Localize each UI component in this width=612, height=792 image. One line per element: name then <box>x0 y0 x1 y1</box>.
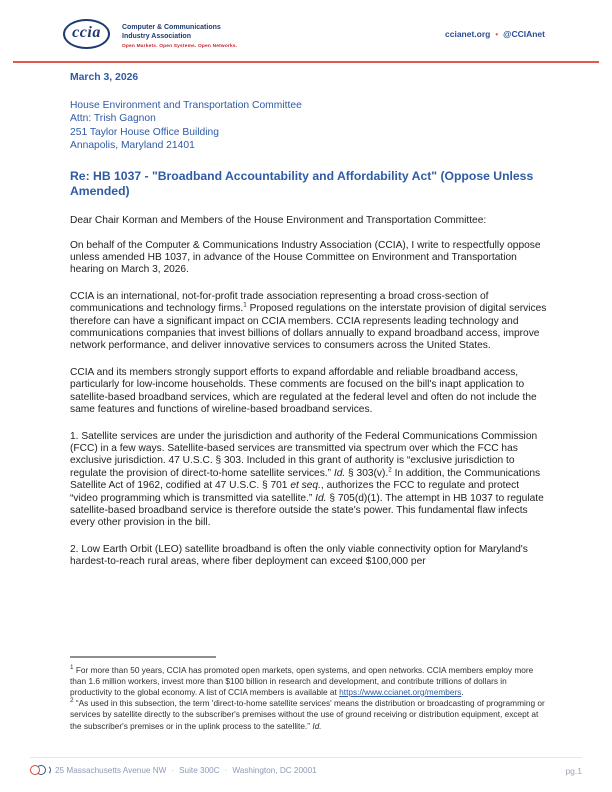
recipient-address-block <box>70 99 548 153</box>
text-run: 2 <box>70 697 74 705</box>
footer-logo-blue-arc <box>41 765 51 775</box>
footer-separator-dot: · <box>224 766 228 775</box>
page-number: pg.1 <box>565 765 582 776</box>
text-run: Id. <box>333 467 346 479</box>
text-run: 1 <box>70 663 74 671</box>
footnote <box>70 665 548 699</box>
ccia-footer-logo-icon <box>30 765 51 776</box>
ccia-logo-text: ccia <box>72 24 101 41</box>
recipient-line: House Environment and Transportation Committee <box>70 100 302 111</box>
text-run: 1. Satellite services are under the jurisdiction and authority of the Federal Communications Commission (FCC) in a few ways. Satellite-based services are transmitted via spectrum over which the FCC has exclusive jurisdiction. 47 U.S.C. § 303. Included in this grant of authority is “exclusive jurisdiction to regulate the provision of direct-to-home satellite services.” <box>70 430 538 479</box>
letter-content <box>70 72 548 569</box>
footer-street: 25 Massachusetts Avenue NW <box>55 766 167 775</box>
salutation: Dear Chair Korman and Members of the House Environment and Transportation Committee: <box>70 214 487 226</box>
footer-suite: Suite 300C <box>179 766 220 775</box>
text-run: , authorizes the FCC to regulate and protect “video programming which is transmitted via satellite.” <box>70 480 520 504</box>
link-separator-dot: • <box>495 29 499 39</box>
text-run: et seq. <box>290 480 321 492</box>
text-run: 2 <box>388 466 392 474</box>
org-name-block <box>122 24 237 49</box>
org-name-line2: Industry Association <box>122 32 191 40</box>
text-run: § 705(d)(1). The attempt in HB 1037 to regulate satellite-based broadband service is therefore outside the state's power. This fundamental flaw infects every other provision in the bill. <box>70 492 544 529</box>
footnote-separator-rule <box>70 656 216 658</box>
text-run: CCIA and its members strongly support efforts to expand affordable and reliable broadband access, particularly for low-income households. These comments are focused on the bill's inapt application to satellite-based broadband services, which are regulated at the federal level and often do not include the same features and functions of wireline-based broadband services. <box>70 366 537 416</box>
text-run: 2. Low Earth Orbit (LEO) satellite broadband is often the only viable connectivity option for Maryland's hardest-to-reach rural areas, where fiber deployment can exceed $100,000 per <box>70 543 528 568</box>
text-run: § 303(v). <box>345 467 389 479</box>
text-run: For more than 50 years, CCIA has promoted open markets, open systems, and open networks. CCIA members employ more than 1.6 million workers, invest more than $100 billion in research and development, and contribute trillions of dollars in productivity to the global economy. A list of CCIA members is available at <box>70 664 534 697</box>
org-tagline: Open Markets. Open Systems. Open Networks. <box>122 44 238 49</box>
header-divider-rule <box>13 61 599 63</box>
footnote <box>70 698 548 732</box>
twitter-link[interactable]: @CCIAnet <box>503 29 545 39</box>
footer-address <box>55 766 317 775</box>
footnotes-section <box>70 656 548 732</box>
text-run: “As used in this subsection, the term 'direct-to-home satellite services' means the distribution or broadcasting of programming or services by satellite directly to the subscriber's premises without the use of ground receiving or distribution equipment, except at the subscriber's premises or in the uplink process to the satellite.” <box>70 698 545 731</box>
recipient-line: 251 Taylor House Office Building <box>70 126 220 138</box>
paragraph <box>70 240 548 277</box>
org-name-line1: Computer & Communications <box>122 24 221 31</box>
text-run: Id. <box>312 720 322 731</box>
text-run: 1 <box>243 301 247 309</box>
footer-separator-dot: · <box>171 766 175 775</box>
text-run: On behalf of the Computer & Communications Industry Association (CCIA), I write to respectfully oppose unless amended HB 1037, in advance of the House Committee on Environment and Transportation hearing on March 3, 2026. <box>70 239 541 276</box>
paragraph <box>70 431 548 530</box>
text-run: . <box>461 686 464 697</box>
footer-divider-rule <box>30 757 582 758</box>
subject-line: Re: HB 1037 - "Broadband Accountability and Affordability Act" (Oppose Unless Amended) <box>70 168 534 198</box>
page-footer <box>30 765 582 776</box>
footnote-url-link[interactable]: https://www.ccianet.org/members <box>339 686 462 697</box>
text-run: Id. <box>315 492 327 504</box>
ccia-logo <box>63 19 110 49</box>
text-run: Proposed regulations on the interstate provision of digital services therefore can have a significant impact on CCIA members. CCIA represents leading technology and communications companies that invest billions of dollars annually to expand broadband access, improve network performance, and deliver innovative services to consumers across the United States. <box>70 303 547 352</box>
paragraph <box>70 367 548 417</box>
text-run: CCIA is an international, not-for-profit trade association representing a broad cross-section of communications and technology firms. <box>70 290 489 315</box>
website-link[interactable]: ccianet.org <box>445 29 491 39</box>
recipient-line: Attn: Trish Gagnon <box>70 113 156 125</box>
footer-city: Washington, DC 20001 <box>232 766 317 775</box>
text-run: In addition, the Communications Satellite Act of 1962, codified at 47 U.S.C. § 701 <box>70 467 541 492</box>
header-links <box>445 29 545 39</box>
recipient-line: Annapolis, Maryland 21401 <box>70 140 195 152</box>
letter-date: March 3, 2026 <box>70 72 139 83</box>
paragraph <box>70 291 548 353</box>
paragraph <box>70 544 548 569</box>
